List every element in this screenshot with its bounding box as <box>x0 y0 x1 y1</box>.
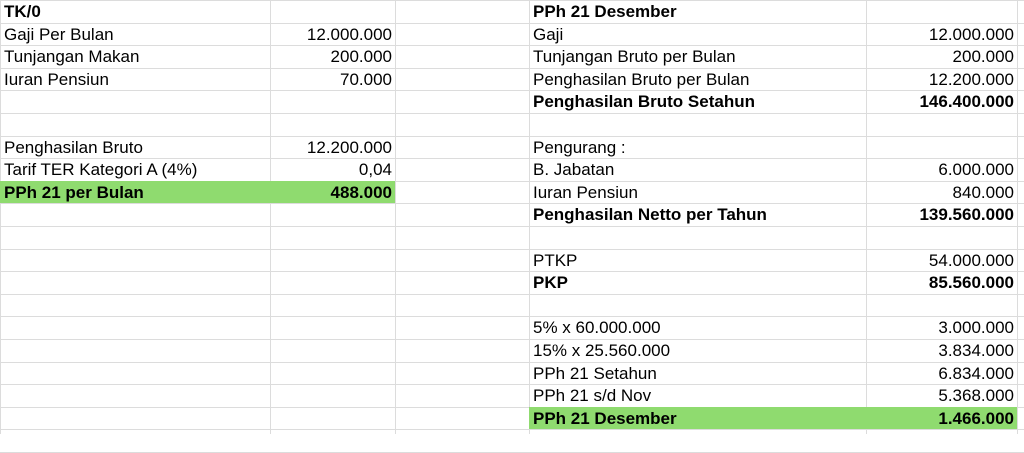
right-table-value-cell[interactable] <box>866 0 1017 23</box>
right-table-label-cell[interactable]: PPh 21 s/d Nov <box>533 386 652 406</box>
right-table-label-cell[interactable]: PPh 21 Setahun <box>533 363 657 383</box>
right-table-value-cell[interactable]: 6.834.000 <box>938 363 1014 383</box>
right-table-label-cell[interactable]: PPh 21 Desember <box>533 408 677 428</box>
right-table-label-cell[interactable]: Penghasilan Netto per Tahun <box>533 205 767 225</box>
right-table-row <box>0 181 1024 204</box>
right-table-value-cell[interactable]: 200.000 <box>952 47 1014 67</box>
left-table-label-cell[interactable]: Penghasilan Bruto <box>4 137 143 157</box>
right-table-value-cell[interactable]: 139.560.000 <box>919 205 1014 225</box>
right-table-label-cell[interactable]: PPh 21 Desember <box>533 2 677 21</box>
right-table-row <box>0 271 1024 294</box>
right-table-row <box>0 203 1024 226</box>
left-table-label-cell[interactable]: Tarif TER Kategori A (4%) <box>4 160 198 180</box>
right-table-label-cell[interactable]: 15% x 25.560.000 <box>533 341 671 360</box>
left-table-label-cell[interactable]: PPh 21 per Bulan <box>4 182 144 202</box>
right-table-row <box>0 226 1024 249</box>
right-table-value-cell[interactable] <box>866 113 1017 136</box>
right-table-label-cell[interactable] <box>529 226 866 249</box>
right-table-row <box>0 136 1024 159</box>
right-table-row <box>0 339 1024 362</box>
right-table-value-cell[interactable] <box>866 136 1017 159</box>
right-table-row <box>0 407 1024 430</box>
right-table-label-cell[interactable]: PKP <box>533 273 568 293</box>
right-table-value-cell[interactable]: 6.000.000 <box>938 160 1014 180</box>
right-table-row <box>0 294 1024 317</box>
left-table-value-cell[interactable]: 12.000.000 <box>306 24 392 44</box>
right-table-row <box>0 362 1024 385</box>
right-table-label-cell[interactable]: 5% x 60.000.000 <box>533 318 661 338</box>
left-table-label-cell[interactable]: Tunjangan Makan <box>4 47 140 67</box>
right-table-value-cell[interactable]: 840.000 <box>952 182 1014 202</box>
left-table-label-cell[interactable]: Gaji Per Bulan <box>4 24 114 44</box>
right-table-value-cell[interactable]: 146.400.000 <box>919 92 1014 112</box>
right-table-row <box>0 0 1024 23</box>
right-table-label-cell[interactable]: Gaji <box>533 24 564 44</box>
right-table-value-cell[interactable] <box>866 294 1017 317</box>
left-table-value-cell[interactable]: 488.000 <box>330 182 392 202</box>
right-table-row <box>0 113 1024 136</box>
right-table-value-cell[interactable]: 3.000.000 <box>938 318 1014 338</box>
right-table-row <box>0 90 1024 113</box>
right-table-value-cell[interactable] <box>866 226 1017 249</box>
right-table-label-cell[interactable]: Tunjangan Bruto per Bulan <box>533 47 736 67</box>
right-table-row <box>0 316 1024 339</box>
right-table-value-cell[interactable]: 12.000.000 <box>928 24 1014 44</box>
right-table-value-cell[interactable]: 5.368.000 <box>938 386 1014 406</box>
right-table-row <box>0 249 1024 272</box>
right-table-label-cell[interactable]: Penghasilan Bruto per Bulan <box>533 69 750 89</box>
left-table-label-cell[interactable]: Iuran Pensiun <box>4 69 109 89</box>
right-table-label-cell[interactable] <box>529 113 866 136</box>
left-table-value-cell[interactable]: 0,04 <box>358 160 392 180</box>
left-table-value-cell[interactable]: 12.200.000 <box>306 137 392 157</box>
right-table-label-cell[interactable]: Iuran Pensiun <box>533 182 638 202</box>
right-table-value-cell[interactable]: 3.834.000 <box>938 341 1014 360</box>
right-table-row <box>0 45 1024 68</box>
grid-row-line <box>0 429 1024 430</box>
right-table-label-cell[interactable]: Pengurang : <box>533 137 626 157</box>
right-table-row <box>0 23 1024 46</box>
left-table-value-cell[interactable]: 70.000 <box>340 69 392 89</box>
right-table-row <box>0 158 1024 181</box>
right-table-value-cell[interactable]: 1.466.000 <box>938 408 1014 428</box>
right-table-label-cell[interactable]: B. Jabatan <box>533 160 615 180</box>
left-table-label-cell[interactable]: TK/0 <box>4 2 41 21</box>
right-table-value-cell[interactable]: 85.560.000 <box>928 273 1014 293</box>
right-table-label-cell[interactable]: Penghasilan Bruto Setahun <box>533 92 755 112</box>
right-table-label-cell[interactable]: PTKP <box>533 250 578 270</box>
left-table-value-cell[interactable]: 200.000 <box>330 47 392 67</box>
right-table-label-cell[interactable] <box>529 294 866 317</box>
right-table-value-cell[interactable]: 12.200.000 <box>928 69 1014 89</box>
right-table-value-cell[interactable]: 54.000.000 <box>928 250 1014 270</box>
right-table-row <box>0 384 1024 407</box>
right-table-row <box>0 68 1024 91</box>
